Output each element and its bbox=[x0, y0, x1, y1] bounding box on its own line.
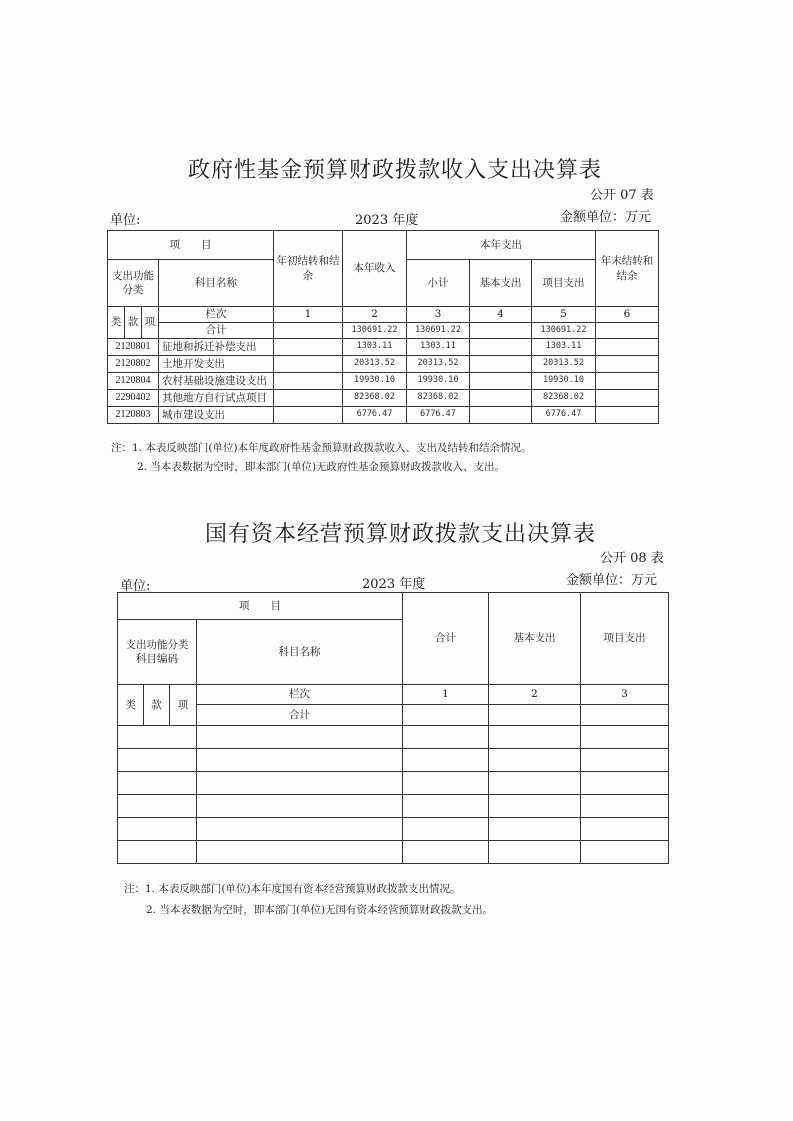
table-row bbox=[108, 339, 659, 356]
begin-balance-header: 年初结转和结余 bbox=[274, 231, 343, 307]
table-row bbox=[108, 373, 659, 390]
row-income: 82368.02 bbox=[343, 390, 407, 407]
row-income: 1303.11 bbox=[343, 339, 407, 356]
project-header: 项目支出 bbox=[581, 593, 669, 685]
row-begin bbox=[274, 390, 343, 407]
total-cell bbox=[581, 705, 669, 726]
subject-name-header: 科目名称 bbox=[159, 260, 274, 307]
xiang-header: 项 bbox=[142, 307, 159, 339]
kuan-header: 款 bbox=[125, 307, 142, 339]
row-code: 2120803 bbox=[108, 407, 159, 424]
xiang-header: 项 bbox=[170, 685, 197, 726]
table1-title: 政府性基金预算财政拨款收入支出决算表 bbox=[188, 158, 603, 183]
total-income: 130691.22 bbox=[343, 323, 407, 339]
row-end bbox=[596, 373, 659, 390]
expense-header: 本年支出 bbox=[407, 231, 596, 260]
subtotal-header: 小计 bbox=[407, 260, 470, 307]
func-code-header: 支出功能分类 bbox=[108, 260, 159, 307]
row-name: 城市建设支出 bbox=[159, 407, 274, 424]
row-name: 土地开发支出 bbox=[159, 356, 274, 373]
row-code: 2290402 bbox=[108, 390, 159, 407]
income-header: 本年收入 bbox=[343, 231, 407, 307]
lei-header: 类 bbox=[118, 685, 144, 726]
func-code-header: 支出功能分类科目编码 bbox=[118, 620, 197, 685]
row-end bbox=[596, 356, 659, 373]
table2-form-no: 公开 08 表 bbox=[600, 551, 664, 566]
row-name: 农村基础设施建设支出 bbox=[159, 373, 274, 390]
row-end bbox=[596, 390, 659, 407]
total-begin bbox=[274, 323, 343, 339]
row-subtotal: 19930.10 bbox=[407, 373, 470, 390]
kuan-header: 款 bbox=[144, 685, 170, 726]
row-basic bbox=[470, 339, 532, 356]
table2-year: 2023 年度 bbox=[362, 577, 426, 592]
total-cell bbox=[403, 705, 489, 726]
total-subtotal: 130691.22 bbox=[407, 323, 470, 339]
table1-unit-label: 单位: bbox=[110, 213, 141, 228]
total-header: 合计 bbox=[403, 593, 489, 685]
row-project: 82368.02 bbox=[532, 390, 596, 407]
basic-header: 基本支出 bbox=[489, 593, 581, 685]
table2-note-2: 2. 当本表数据为空时，即本部门(单位)无国有资本经营预算财政拨款支出。 bbox=[146, 904, 494, 916]
row-income: 19930.10 bbox=[343, 373, 407, 390]
table1-amount-unit: 金额单位：万元 bbox=[560, 210, 652, 225]
row-begin bbox=[274, 373, 343, 390]
row-subtotal: 82368.02 bbox=[407, 390, 470, 407]
total-basic bbox=[470, 323, 532, 339]
table2-amount-unit: 金额单位：万元 bbox=[566, 573, 658, 588]
row-name: 征地和拆迁补偿支出 bbox=[159, 339, 274, 356]
row-income: 20313.52 bbox=[343, 356, 407, 373]
table-row bbox=[118, 795, 669, 818]
table1-note-2: 2. 当本表数据为空时，即本部门(单位)无政府性基金预算财政拨款收入、支出。 bbox=[137, 461, 506, 473]
row-project: 19930.10 bbox=[532, 373, 596, 390]
table2-note-1: 注：1. 本表反映部门(单位)本年度国有资本经营预算财政拨款支出情况。 bbox=[124, 883, 461, 895]
row-name: 其他地方自行试点项目 bbox=[159, 390, 274, 407]
total-label: 合计 bbox=[159, 323, 274, 339]
project-header: 项目支出 bbox=[532, 260, 596, 307]
table-row bbox=[108, 390, 659, 407]
row-end bbox=[596, 407, 659, 424]
row-subtotal: 1303.11 bbox=[407, 339, 470, 356]
table1-year: 2023 年度 bbox=[355, 213, 419, 228]
col-number: 3 bbox=[581, 685, 669, 705]
row-income: 6776.47 bbox=[343, 407, 407, 424]
table2-title: 国有资本经营预算财政拨款支出决算表 bbox=[205, 522, 597, 547]
row-basic bbox=[470, 407, 532, 424]
row-code: 2120804 bbox=[108, 373, 159, 390]
row-basic bbox=[470, 373, 532, 390]
col-number: 2 bbox=[343, 307, 407, 323]
table-row bbox=[118, 841, 669, 864]
row-basic bbox=[470, 390, 532, 407]
row-end bbox=[596, 339, 659, 356]
table2 bbox=[117, 592, 669, 864]
col-number: 5 bbox=[532, 307, 596, 323]
row-begin bbox=[274, 407, 343, 424]
table1-note-1: 注：1. 本表反映部门(单位)本年度政府性基金预算财政拨款收入、支出及结转和结余情况。 bbox=[111, 442, 532, 454]
row-subtotal: 20313.52 bbox=[407, 356, 470, 373]
total-cell bbox=[489, 705, 581, 726]
end-balance-header: 年末结转和结余 bbox=[596, 231, 659, 307]
col-number: 2 bbox=[489, 685, 581, 705]
table-row bbox=[118, 772, 669, 795]
table-row bbox=[108, 356, 659, 373]
item-header: 项 目 bbox=[108, 231, 274, 260]
row-project: 20313.52 bbox=[532, 356, 596, 373]
table-row bbox=[108, 407, 659, 424]
basic-header: 基本支出 bbox=[470, 260, 532, 307]
lei-header: 类 bbox=[108, 307, 125, 339]
table-row bbox=[118, 726, 669, 749]
table1-form-no: 公开 07 表 bbox=[590, 188, 654, 203]
col-number: 6 bbox=[596, 307, 659, 323]
col-label: 栏次 bbox=[197, 685, 403, 705]
total-label: 合计 bbox=[197, 705, 403, 726]
col-number: 1 bbox=[403, 685, 489, 705]
subject-name-header: 科目名称 bbox=[197, 620, 403, 685]
item-header: 项 目 bbox=[118, 593, 403, 620]
row-subtotal: 6776.47 bbox=[407, 407, 470, 424]
col-number: 4 bbox=[470, 307, 532, 323]
table1 bbox=[107, 230, 659, 424]
row-basic bbox=[470, 356, 532, 373]
col-label: 栏次 bbox=[159, 307, 274, 323]
row-project: 6776.47 bbox=[532, 407, 596, 424]
col-number: 3 bbox=[407, 307, 470, 323]
total-end bbox=[596, 323, 659, 339]
table-row bbox=[118, 749, 669, 772]
row-project: 1303.11 bbox=[532, 339, 596, 356]
col-number: 1 bbox=[274, 307, 343, 323]
row-code: 2120802 bbox=[108, 356, 159, 373]
table-row bbox=[118, 818, 669, 841]
table2-unit-label: 单位: bbox=[120, 579, 151, 594]
total-project: 130691.22 bbox=[532, 323, 596, 339]
row-begin bbox=[274, 339, 343, 356]
row-begin bbox=[274, 356, 343, 373]
row-code: 2120801 bbox=[108, 339, 159, 356]
